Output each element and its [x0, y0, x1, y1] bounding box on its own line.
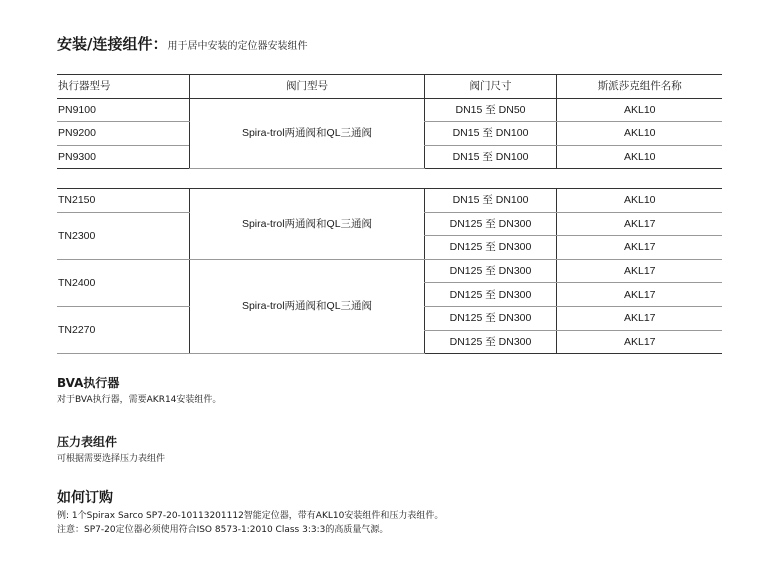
title-main: 安装/连接组件： — [57, 35, 168, 53]
actuator-cell: TN2400 — [57, 259, 189, 306]
actuator-cell: TN2150 — [57, 189, 189, 213]
kit-name-cell: AKL10 — [556, 145, 722, 169]
valve-size-cell: DN125 至 DN300 — [424, 212, 556, 236]
table-header-row — [57, 75, 722, 99]
kit-name-cell: AKL17 — [556, 212, 722, 236]
kit-name-cell: AKL10 — [556, 98, 722, 122]
header-actuator-model: 执行器型号 — [57, 75, 189, 99]
title-subtitle: 用于居中安装的定位器安装组件 — [167, 41, 308, 52]
gauge-section — [57, 433, 165, 464]
kit-name-cell: AKL10 — [556, 189, 722, 213]
gauge-heading: 压力表组件 — [57, 435, 118, 449]
valve-type-cell: Spira-trol两通阀和QL三通阀 — [189, 189, 424, 260]
order-example: 例: 1个Spirax Sarco SP7-20-10113201112智能定位器，带有AKL10安装组件和压力表组件。 — [57, 511, 444, 521]
gauge-text: 可根据需要选择压力表组件 — [57, 454, 166, 464]
actuator-cell: TN2300 — [57, 212, 189, 259]
valve-size-cell: DN15 至 DN100 — [424, 122, 556, 146]
actuator-cell: TN2270 — [57, 306, 189, 353]
valve-size-cell: DN125 至 DN300 — [424, 259, 556, 283]
kit-name-cell: AKL17 — [556, 283, 722, 307]
bva-text: 对于BVA执行器，需要AKR14安装组件。 — [57, 395, 222, 405]
mounting-kit-table-1 — [57, 74, 722, 169]
valve-size-cell: DN125 至 DN300 — [424, 330, 556, 354]
order-section — [57, 487, 443, 535]
header-kit-name: 斯派莎克组件名称 — [556, 75, 722, 99]
mounting-kit-table-2 — [57, 188, 722, 354]
header-valve-size: 阀门尺寸 — [424, 75, 556, 99]
kit-name-cell: AKL17 — [556, 236, 722, 260]
valve-size-cell: DN125 至 DN300 — [424, 306, 556, 330]
kit-name-cell: AKL17 — [556, 259, 722, 283]
table-row — [57, 98, 722, 122]
valve-size-cell: DN15 至 DN100 — [424, 145, 556, 169]
kit-name-cell: AKL17 — [556, 330, 722, 354]
actuator-cell: PN9300 — [57, 145, 189, 169]
valve-type-cell: Spira-trol两通阀和QL三通阀 — [189, 259, 424, 353]
table-row — [57, 259, 722, 283]
section-title — [57, 33, 307, 54]
bva-section — [57, 374, 221, 405]
bva-heading: BVA执行器 — [57, 376, 120, 390]
table-row — [57, 189, 722, 213]
order-note: 注意：SP7-20定位器必须使用符合ISO 8573-1:2010 Class 3:3:3的高质量气源。 — [57, 525, 389, 535]
valve-size-cell: DN125 至 DN300 — [424, 236, 556, 260]
valve-size-cell: DN15 至 DN50 — [424, 98, 556, 122]
kit-name-cell: AKL17 — [556, 306, 722, 330]
valve-type-cell: Spira-trol两通阀和QL三通阀 — [189, 98, 424, 169]
valve-size-cell: DN15 至 DN100 — [424, 189, 556, 213]
order-heading: 如何订购 — [57, 490, 113, 506]
kit-name-cell: AKL10 — [556, 122, 722, 146]
actuator-cell: PN9100 — [57, 98, 189, 122]
header-valve-model: 阀门型号 — [189, 75, 424, 99]
valve-size-cell: DN125 至 DN300 — [424, 283, 556, 307]
actuator-cell: PN9200 — [57, 122, 189, 146]
